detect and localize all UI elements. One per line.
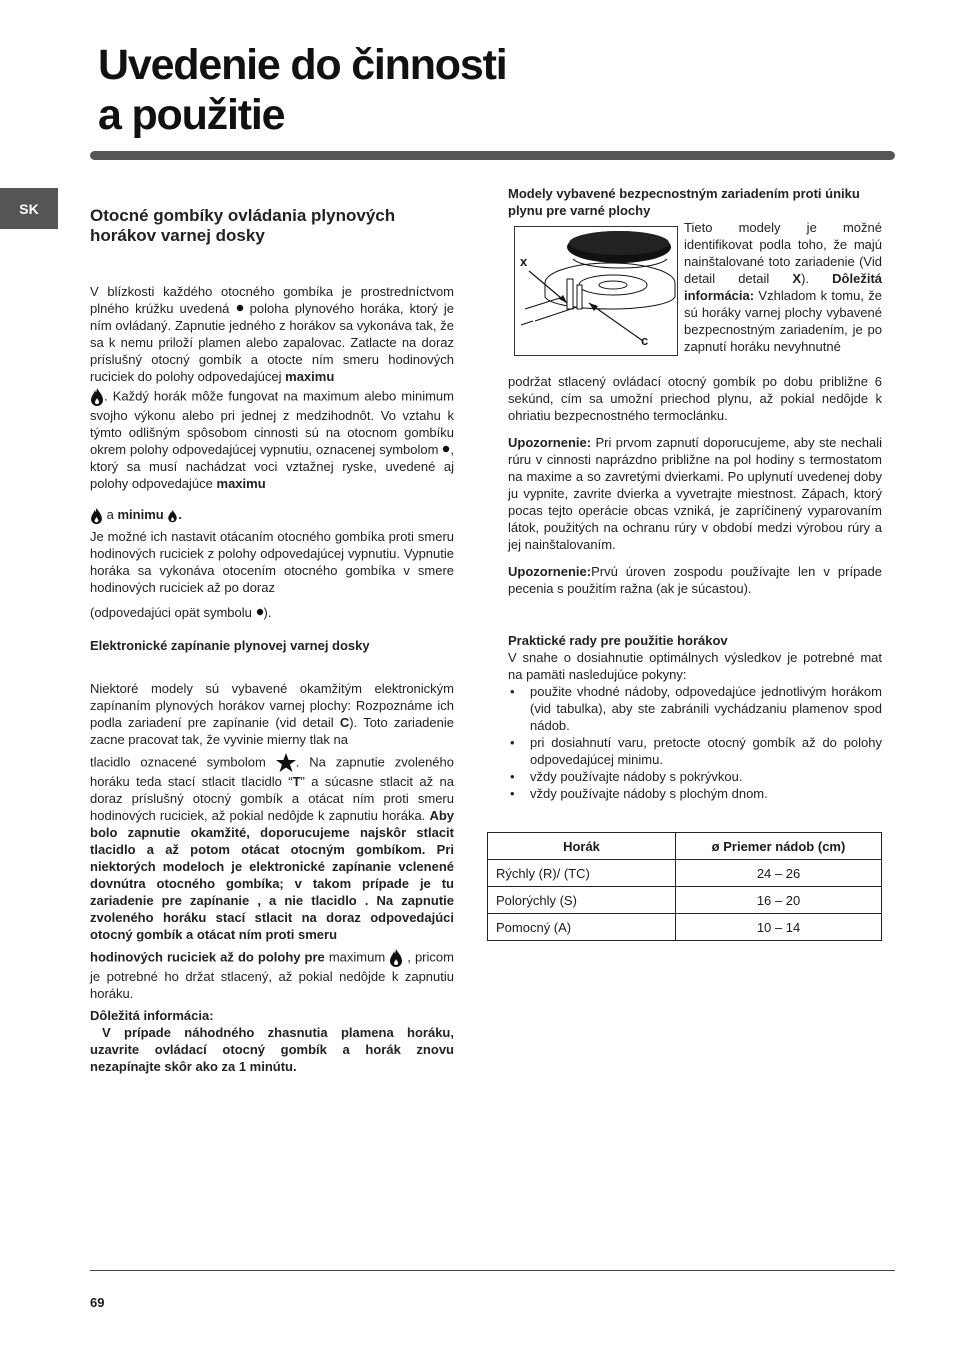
important-info-text: V prípade náhodného zhasnutia plamena horáku, uzavrite ovládací otocný gombík a horák znovu nezapínajte skôr ako za 1 minútu. [90,1025,454,1074]
figure-label-x: x [520,254,528,269]
paragraph-turn-off-end: (odpovedajúci opät symbolu ). [90,605,272,620]
min-max-line: a minimu . [90,506,454,525]
table-row [488,860,882,887]
subheading-tips: Praktické rady pre použitie horákov [508,633,728,648]
spark-star-icon [276,753,296,773]
paragraph-knobs: V blízkosti každého otocného gombíka je prostredníctvom plného krúžku uvedená poloha plynového horáka, ktorý je ním ovládaný. Zapnutie jedného z horákov sa vykonáva tak, že sa k nemu priloží plamen alebo zapalovac. Zatlacte na doraz príslušný otocný gombík a otocte ním smeru hodinových ruciciek do polohy odpovedajúcej maximu [90,284,454,384]
title-rule [90,151,895,160]
paragraph-electronic: Niektoré modely sú vybavené okamžitým elektronickým zapínaním plynových horákov varnej plochy: Rozpoznáme ich podla zariadení pre zapínanie (vid detail C). Toto zariadenie zacne pracovat tak, že vyvinie mierny tlak na [90,681,454,747]
tips-list [508,683,882,802]
table-cell: 10 – 14 [676,914,882,941]
page-title [98,40,506,140]
list-item: • pri dosiahnutí varu, pretocte otocný gombík až do polohy odpovedajúcej minimu. [508,734,882,768]
paragraph-tips-intro: V snahe o dosiahnutie optimálnych výsledkov je potrebné mat na pamäti nasledujúce pokyny: [508,650,882,682]
column-header-diameter: ø Priemer nádob (cm) [676,833,882,860]
title-line-2: a použitie [98,91,285,139]
table-cell: 16 – 20 [676,887,882,914]
important-info-label: Dôležitá informácia: [90,1008,214,1023]
small-flame-icon [167,509,178,523]
table-cell: Rýchly (R)/ (TC) [488,860,676,887]
paragraph-warning-1: Upozornenie: Pri prvom zapnutí doporucujeme, aby ste nechali rúru v cinnosti naprázdno približne na pol hodiny s termostatom na maxime a so zavretými dvierkami. Po uplynutí uvedenej doby ju vypnite, zavrite dvierka a vyvetrajte miestnost. Zápach, ktorý pocas tejto operácie obcas vzniká, je zapríčinený vyparovaním látok, použitých na ochranu rúry v období medzi výrobou rúry a jej nainštalovaním. [508,435,882,552]
subheading-electronic: Elektronické zapínanie plynovej varnej dosky [90,638,370,653]
paragraph-electronic-2: tlacidlo oznacené symbolom . Na zapnutie zvoleného horáku teda stací stlacit tlacidlo “T” a súcasne stlacit až na doraz príslušný otocný gombík a otácat ním proti smeru hodinových ruciciek, až pokial nedôjde k zapnutiu horáka. Aby bolo zapnutie okamžité, doporucujeme najskôr stlacit tlacidlo a až potom otácat otocným gombíkom. Pri niektorých modeloch je elektronické zapínanie vclenené dovnútra otocného gombíka; v takom prípade je tu zariadenie pre zapínanie , a nie tlacidlo . Na zapnutie zvoleného horáku stací stlacit na doraz odpovedajúci otocný gombík a otácat ním proti smeru [90,754,455,942]
paragraph-knobs-2: . Každý horák môže fungovat na maximum alebo minimum svojho výkonu alebo pri jednej z medzihodnôt. Vo vztahu k týmto odlišným spôsobom cinnosti sú na otocnom gombíku okrem polohy odpovedajúcej vypnutiu, oznacenej symbolom , ktorý sa musí nachádzat voci vztažnej ryske, uvedené aj polohy odpovedajúce maximu [90,388,454,491]
title-line-1: Uvedenie do činnosti [98,41,507,89]
table-cell: Polorýchly (S) [488,887,676,914]
large-flame-icon [90,387,104,407]
table-header-row [488,833,882,860]
pan-diameter-table [487,832,882,941]
paragraph-warning-2: Upozornenie:Prvú úroven zospodu používajte len v prípade pecenia s použitím ražna (ak je súcastou). [508,564,882,596]
filled-circle-icon [256,608,264,620]
burner-illustration [515,227,677,355]
section-heading-safety: Modely vybavené bezpecnostným zariadením proti úniku plynu pre varné plochy [508,186,860,218]
large-flame-icon [389,948,403,968]
list-item: • vždy používajte nádoby s plochým dnom. [508,785,882,802]
table-row [488,914,882,941]
burner-diagram [514,226,678,356]
section-heading-knobs: Otocné gombíky ovládania plynových horákov varnej dosky [90,206,396,245]
list-item: • vždy používajte nádoby s pokrývkou. [508,768,882,785]
paragraph-turn-off: Je možné ich nastavit otácaním otocného gombíka proti smeru hodinových ruciciek z polohy odpovedajúcej vypnutiu. Vypnutie horáka sa vykonáva otocením otocného gombíka v smere hodinových ruciciek až po doraz [90,529,454,595]
column-header-burner: Horák [488,833,676,860]
large-flame-icon [90,507,103,525]
table-cell: 24 – 26 [676,860,882,887]
paragraph-electronic-3: hodinových ruciciek až do polohy pre maximum , pricom je potrebné ho držat stlacený, až pokial nedôjde k zapnutiu horáku. [90,949,454,1001]
list-item: • použite vhodné nádoby, odpovedajúce jednotlivým horákom (vid tabulka), aby ste zabránili vychádzaniu plamenov spod nádob. [508,683,882,734]
figure-label-c: c [641,333,649,348]
table-cell: Pomocný (A) [488,914,676,941]
paragraph-safety-side: Tieto modely je možné identifikovat podla toho, že majú nainštalované toto zariadenie (Vid detail detail X). Dôležitá informácia: Vzhladom k tomu, že sú horáky varnej plochy vybavené bezpecnostným zariadením, je po zapnutí horáku nevyhnutné [684,220,882,354]
page-number: 69 [90,1295,105,1310]
footer-rule [90,1270,895,1271]
filled-circle-icon [236,304,244,316]
paragraph-safety-cont: podržat stlacený ovládací otocný gombík po dobu približne 6 sekúnd, cím sa umožní priechod plynu, až pokial nedôjde k ohriatiu bezpecnostného termoclánku. [508,374,882,423]
table-row [488,887,882,914]
language-tab: SK [0,188,58,229]
